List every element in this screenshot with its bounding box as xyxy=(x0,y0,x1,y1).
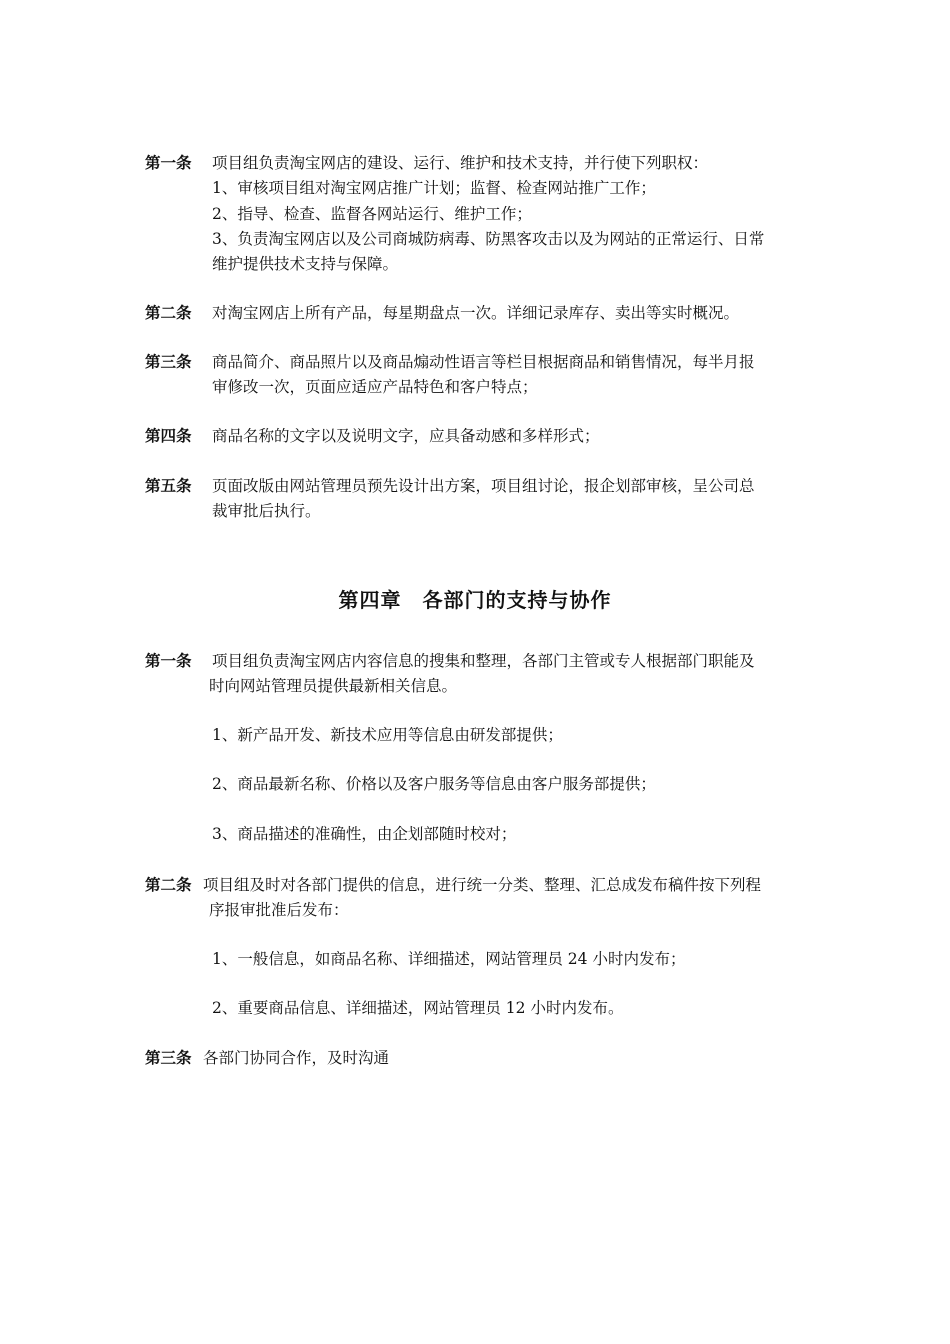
ch4-article-3-label: 第三条 xyxy=(145,1049,192,1067)
ch4-article-1-label: 第一条 xyxy=(145,652,192,670)
article-5-label: 第五条 xyxy=(145,477,192,495)
article-1-item-3-cont: 维护提供技术支持与保障。 xyxy=(212,255,399,273)
ch4-article-1-item-3: 3、商品描述的准确性，由企划部随时校对； xyxy=(212,825,517,843)
chapter-title: 第四章 各部门的支持与协作 xyxy=(338,588,612,612)
article-2-label: 第二条 xyxy=(145,304,192,322)
ch4-article-2-label: 第二条 xyxy=(145,876,192,894)
article-4-label: 第四条 xyxy=(145,427,192,445)
article-1-item-2: 2、指导、检查、监督各网站运行、维护工作； xyxy=(212,205,532,223)
ch4-article-2-line-1: 项目组及时对各部门提供的信息，进行统一分类、整理、汇总成发布稿件按下列程 xyxy=(203,876,762,894)
article-3-line-1: 商品简介、商品照片以及商品煽动性语言等栏目根据商品和销售情况，每半月报 xyxy=(212,353,755,371)
ch4-article-2-item-2: 2、重要商品信息、详细描述，网站管理员 12 小时内发布。 xyxy=(212,999,624,1017)
article-1-text: 项目组负责淘宝网店的建设、运行、维护和技术支持，并行使下列职权： xyxy=(212,154,709,172)
article-3-line-2: 审修改一次，页面应适应产品特色和客户特点； xyxy=(212,378,538,396)
article-1-label: 第一条 xyxy=(145,154,192,172)
ch4-article-2-line-2: 序报审批准后发布： xyxy=(209,901,349,919)
ch4-article-1-item-2: 2、商品最新名称、价格以及客户服务等信息由客户服务部提供； xyxy=(212,775,656,793)
ch4-article-1-line-2: 时向网站管理员提供最新相关信息。 xyxy=(209,677,458,695)
article-3-label: 第三条 xyxy=(145,353,192,371)
ch4-article-2-item-1: 1、一般信息，如商品名称、详细描述，网站管理员 24 小时内发布； xyxy=(212,950,686,968)
article-1-item-3: 3、负责淘宝网店以及公司商城防病毒、防黑客攻击以及为网站的正常运行、日常 xyxy=(212,230,765,248)
article-5-line-2: 裁审批后执行。 xyxy=(212,502,321,520)
article-2-text: 对淘宝网店上所有产品，每星期盘点一次。详细记录库存、卖出等实时概况。 xyxy=(212,304,740,322)
article-1-item-1: 1、审核项目组对淘宝网店推广计划；监督、检查网站推广工作； xyxy=(212,179,656,197)
article-5-line-1: 页面改版由网站管理员预先设计出方案，项目组讨论，报企划部审核，呈公司总 xyxy=(212,477,755,495)
ch4-article-1-item-1: 1、新产品开发、新技术应用等信息由研发部提供； xyxy=(212,726,563,744)
ch4-article-3-text: 各部门协同合作，及时沟通 xyxy=(203,1049,390,1067)
article-4-text: 商品名称的文字以及说明文字，应具备动感和多样形式； xyxy=(212,427,600,445)
ch4-article-1-line-1: 项目组负责淘宝网店内容信息的搜集和整理，各部门主管或专人根据部门职能及 xyxy=(212,652,755,670)
